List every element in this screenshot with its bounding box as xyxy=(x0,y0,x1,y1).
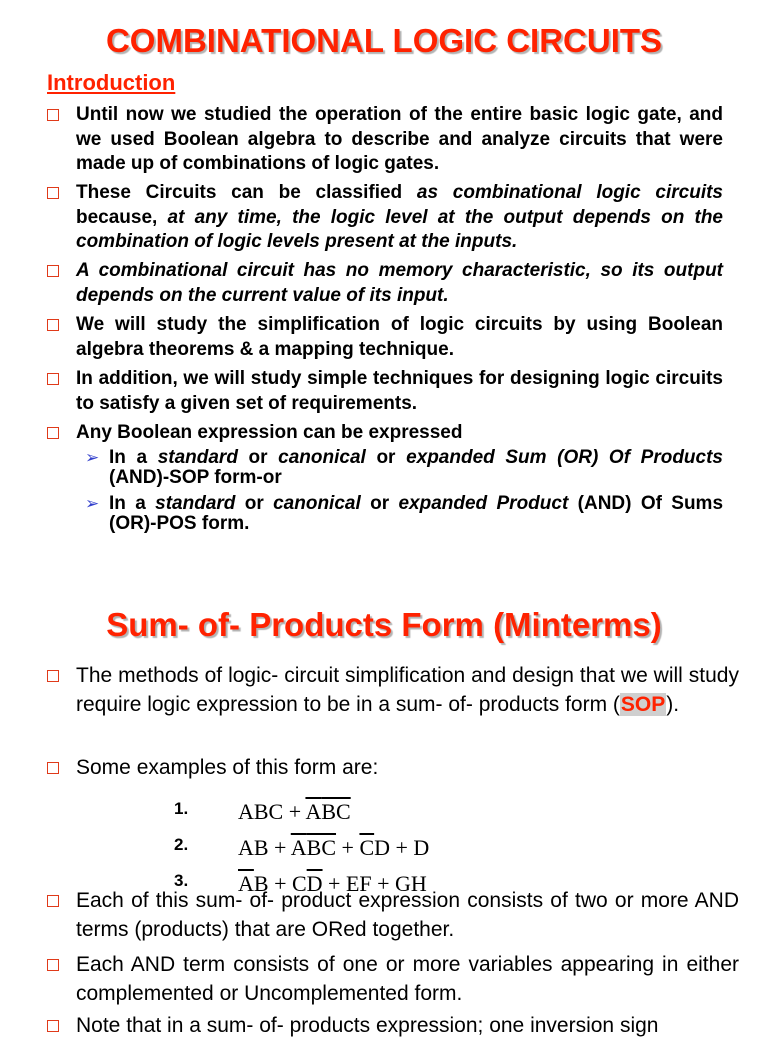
arrow-bullet-icon: ➢ xyxy=(85,448,100,467)
example-number: 3. xyxy=(174,871,189,890)
bullet-item xyxy=(47,181,723,255)
bullet-text: A combinational circuit has no memory characteristic, so its output depends on the current value of its input. xyxy=(76,260,723,306)
checkbox-bullet-icon xyxy=(47,265,59,277)
checkbox-bullet-icon xyxy=(47,427,59,439)
checkbox-bullet-icon xyxy=(47,109,59,121)
bullet-item xyxy=(47,1012,739,1041)
example-expression: $\overline{A}B + C\overline{D}$ + EF + GH xyxy=(238,871,427,896)
bullet-item xyxy=(47,103,723,177)
bullet-text: Some examples of this form are: xyxy=(76,756,379,779)
bullet-item xyxy=(47,754,739,783)
page-title: COMBINATIONAL LOGIC CIRCUITS xyxy=(105,22,663,59)
sub-bullet-item xyxy=(85,494,723,534)
bullet-text: Note that in a sum- of- products expression; one inversion sign xyxy=(76,1014,659,1037)
bullet-text: Until now we studied the operation of the entire basic logic gate, and we used Boolean algebra to describe and analyze circuits that were made up of combinations of logic gates. xyxy=(76,104,723,174)
bullet-text: These Circuits can be classified as combinational logic circuits because, at any time, the logic level at the output depends on the combination of logic levels present at the inputs. xyxy=(76,182,723,252)
arrow-bullet-icon: ➢ xyxy=(85,494,100,513)
bullet-text: We will study the simplification of logic circuits by using Boolean algebra theorems & a mapping technique. xyxy=(76,314,723,360)
checkbox-bullet-icon xyxy=(47,1020,59,1032)
bullet-text: In addition, we will study simple techniques for designing logic circuits to satisfy a given set of requirements. xyxy=(76,368,723,414)
sub-bullet-text: In a standard or canonical or expanded Product (AND) Of Sums (OR)-POS form. xyxy=(109,493,724,534)
bullet-item xyxy=(47,313,723,362)
checkbox-bullet-icon xyxy=(47,373,59,385)
intro-heading: Introduction xyxy=(47,70,176,95)
bullet-text: The methods of logic- circuit simplification and design that we will study require logic expression to be in a sum- of- products form (SOP). xyxy=(76,664,739,716)
bullet-text: Any Boolean expression can be expressed xyxy=(76,422,463,443)
checkbox-bullet-icon xyxy=(47,670,59,682)
bullet-item xyxy=(47,662,739,719)
example-expression: ABC + $\overline{A}\overline{BC}$ xyxy=(238,799,351,824)
checkbox-bullet-icon xyxy=(47,959,59,971)
example-number: 1. xyxy=(174,799,189,818)
bullet-item xyxy=(47,259,723,308)
bullet-text: Each AND term consists of one or more variables appearing in either complemented or Uncomplemented form. xyxy=(76,953,739,1005)
sub-bullet-text: In a standard or canonical or expanded Sum (OR) Of Products (AND)-SOP form-or xyxy=(109,447,723,488)
example-expression: AB + $\overline{A}\overline{BC} + \overline{C}D + D$ xyxy=(238,835,430,860)
bullet-item xyxy=(47,367,723,416)
checkbox-bullet-icon xyxy=(47,319,59,331)
bullet-item xyxy=(47,421,723,446)
checkbox-bullet-icon xyxy=(47,187,59,199)
bullet-item xyxy=(47,951,739,1008)
checkbox-bullet-icon xyxy=(47,895,59,907)
checkbox-bullet-icon xyxy=(47,762,59,774)
sub-bullet-item xyxy=(85,448,723,488)
bullet-item xyxy=(47,887,739,944)
sop-highlight: SOP xyxy=(620,692,666,716)
example-number: 2. xyxy=(174,835,189,854)
bullet-text: Each of this sum- of- product expression consists of two or more AND terms (products) that are ORed together. xyxy=(76,889,739,941)
section-heading: Sum- of- Products Form (Minterms) xyxy=(106,606,662,643)
